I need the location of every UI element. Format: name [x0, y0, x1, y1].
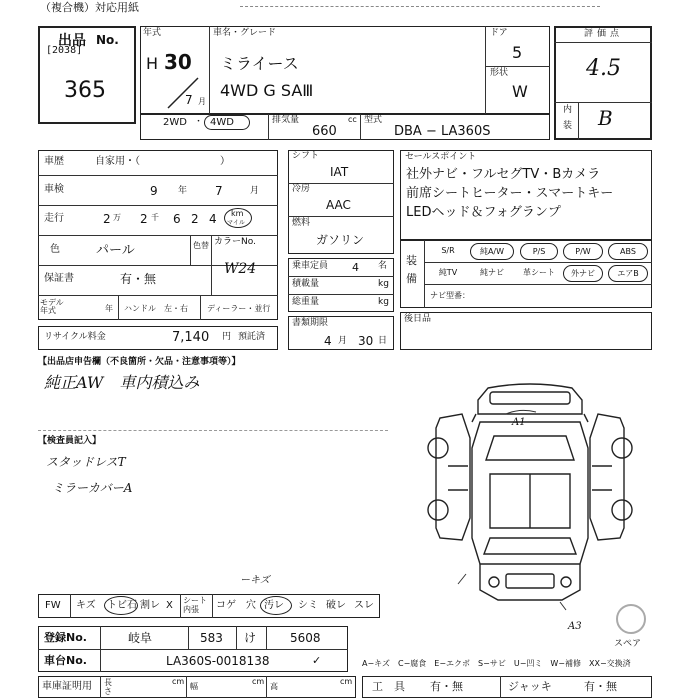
dealer-options: ディーラー・並行 — [207, 304, 271, 313]
seat-stain: シミ — [298, 600, 318, 611]
fw-chip: トビ石 — [107, 600, 137, 611]
mileage-u1: 万 — [113, 213, 121, 222]
later-items-box — [400, 312, 652, 350]
cert-height-label: 高 — [270, 682, 278, 691]
inspector-label: 【検査員記入】 — [38, 436, 102, 446]
equip-ps: P/S — [520, 243, 558, 260]
equip-airbag: エアB — [608, 265, 648, 282]
load-label: 積載量 — [292, 279, 320, 289]
model-year-unit: 年 — [105, 304, 113, 313]
expiry-month-unit: 月 — [338, 336, 348, 346]
registration-class: 583 — [200, 631, 223, 645]
model-grade: 4WD G SAⅢ — [220, 81, 314, 100]
model-name: ミライース — [220, 54, 299, 73]
equip-sr: S/R — [441, 246, 455, 255]
declaration-handwritten: 純正AW 車内積込み — [44, 373, 200, 392]
declaration-label: 【出品店申告欄（不良箇所・欠品・注意事項等）】 — [38, 357, 241, 367]
gross-label: 総重量 — [292, 297, 320, 307]
mileage-d4: 2 — [191, 212, 199, 226]
fw-crack: 割レ — [140, 600, 160, 611]
shift-value: IAT — [330, 165, 349, 179]
cert-width-unit: cm — [252, 677, 265, 686]
recycle-unit: 円 — [222, 332, 232, 342]
equip-tv: 純TV — [438, 268, 458, 277]
year-stroke-mark — [158, 74, 208, 110]
cert-width-label: 幅 — [190, 682, 198, 691]
equip-leather: 革シート — [523, 268, 555, 277]
seat-tear: 破レ — [326, 600, 346, 611]
recycle-suffix: 預託済 — [238, 332, 266, 342]
year-month: 7 — [185, 93, 193, 107]
inspection-month-unit: 月 — [250, 186, 260, 196]
diagram-mark-roof: A1 — [512, 417, 526, 428]
drive-2wd: 2WD — [163, 117, 187, 128]
shape-value: W — [512, 82, 528, 101]
model-year-label: モデル年式 — [40, 298, 64, 315]
interior-label-1: 内 — [563, 105, 573, 115]
recycle-value: 7,140 — [172, 330, 210, 345]
header-rule — [240, 6, 600, 7]
fuel-value: ガソリン — [316, 233, 365, 247]
inspection-month: 7 — [215, 184, 223, 198]
type-label: 型式 — [364, 115, 383, 125]
cert-length-label: 長さ — [104, 678, 112, 696]
equip-navi: 純ナビ — [480, 268, 504, 277]
color-no-value: W24 — [224, 261, 257, 277]
mileage-d3: 6 — [173, 212, 181, 226]
type-value: DBA − LA360S — [394, 124, 491, 139]
navi-model-label: ナビ型番： — [430, 291, 470, 300]
interior-value: B — [598, 106, 613, 130]
seat-burn: コゲ — [216, 600, 236, 611]
expiry-label: 書類期限 — [292, 318, 329, 328]
equip-alloy-wheels: 純A/W — [470, 243, 514, 260]
chassis-value: LA360S-0018138 — [166, 654, 270, 668]
fuel-label: 燃料 — [292, 218, 311, 228]
inspector-note-2: ミラーカバーA — [52, 481, 133, 495]
inspection-label: 車検 — [44, 184, 64, 195]
gross-unit: kg — [378, 297, 389, 307]
tools-label: 工 具 — [372, 680, 405, 693]
sales-points-label: セールスポイント — [405, 152, 477, 162]
spare-tire-icon — [614, 602, 648, 636]
equip-pw: P/W — [563, 243, 603, 260]
damage-legend: A−キズ C−腐食 E−エクボ S−サビ U−凹ミ W−補修 XX−交換済 — [362, 659, 631, 668]
seat-dirt: 汚レ — [264, 600, 284, 611]
shape-label: 形状 — [490, 68, 509, 78]
lot-label: 出品 — [58, 33, 86, 49]
door-label: ドア — [490, 28, 508, 38]
recycle-label: リサイクル料金 — [44, 332, 106, 342]
lot-no-label: No. — [96, 33, 119, 47]
door-value: 5 — [512, 43, 523, 62]
capacity-unit: 名 — [378, 261, 388, 271]
mileage-d2: 2 — [140, 212, 148, 226]
mileage-unit-km: km — [231, 209, 244, 218]
load-unit: kg — [378, 279, 389, 289]
mileage-d5: 4 — [209, 212, 217, 226]
sales-point-3: LEDヘッド＆フォグランプ — [406, 205, 561, 220]
cert-height-unit: cm — [340, 677, 353, 686]
fw-label: FW — [45, 600, 61, 611]
model-label: 車名・グレード — [213, 28, 277, 38]
registration-area: 岐阜 — [128, 631, 153, 645]
sales-point-1: 社外ナビ・フルセグTV・Bカメラ — [406, 167, 601, 182]
registration-label: 登録No. — [44, 631, 87, 644]
warranty-label: 保証書 — [44, 273, 74, 284]
mileage-u2: 千 — [151, 213, 159, 222]
registration-number: 5608 — [290, 631, 321, 645]
displacement-label: 排気量 — [272, 115, 300, 125]
lot-box — [38, 26, 136, 124]
fw-scratch: キズ — [76, 600, 96, 611]
inspector-note-1: スタッドレスT — [46, 455, 126, 469]
seat-label: シート内張 — [183, 596, 207, 614]
ac-label: 冷房 — [292, 184, 311, 194]
color-no-label: カラーNo. — [214, 237, 256, 247]
cert-length-unit: cm — [172, 677, 185, 686]
diagram-mark-rear: A3 — [568, 621, 582, 632]
chassis-label: 車台No. — [44, 654, 87, 667]
ac-value: AAC — [326, 198, 351, 212]
interior-label-2: 装 — [563, 121, 573, 131]
warranty-value: 有・無 — [120, 272, 157, 286]
color-change-label: 色替 — [193, 241, 209, 250]
seat-wear: スレ — [354, 600, 374, 611]
drive-4wd: 4WD — [210, 117, 234, 128]
history-label: 車歴 — [44, 156, 64, 167]
jack-label: ジャッキ — [508, 680, 552, 693]
score-value: 4.5 — [586, 56, 621, 81]
lot-number: 365 — [64, 78, 106, 103]
score-label: 評価点 — [584, 29, 624, 39]
header-text: （複合機）対応用紙 — [40, 1, 139, 14]
year-value: 30 — [164, 50, 192, 74]
capacity-label: 乗車定員 — [292, 261, 329, 271]
jack-value: 有・無 — [584, 680, 617, 693]
year-label: 年式 — [143, 28, 162, 38]
inspection-year-unit: 年 — [178, 186, 188, 196]
year-era: H — [146, 54, 159, 73]
mileage-unit-mile: マイル — [227, 219, 245, 226]
expiry-month: 4 — [324, 334, 332, 348]
color-label: 色 — [50, 244, 60, 255]
equip-aftermarket-navi: 外ナビ — [563, 265, 603, 282]
diagram-mark-side: ーキズ — [240, 575, 270, 586]
registration-kana: け — [244, 631, 257, 645]
equipment-label: 装備 — [406, 254, 417, 285]
equip-abs: ABS — [608, 243, 648, 260]
fw-x: X — [166, 600, 173, 611]
car-damage-diagram — [410, 378, 650, 618]
garage-cert-label: 車庫証明用 — [42, 681, 92, 692]
mileage-d1: 2 — [103, 212, 111, 226]
seat-hole: 穴 — [246, 600, 256, 611]
spare-label: スペア — [614, 639, 642, 649]
chassis-check: ✓ — [312, 654, 322, 667]
lot-stamp: [2038] — [46, 45, 83, 56]
sales-point-2: 前席シートヒーター・スマートキー — [406, 186, 614, 201]
shift-label: シフト — [292, 151, 320, 161]
year-month-unit: 月 — [198, 97, 206, 106]
handle-options: ハンドル 左・右 — [124, 304, 188, 313]
expiry-day: 30 — [358, 334, 374, 348]
tools-value: 有・無 — [430, 680, 463, 693]
inspection-year: 9 — [150, 184, 158, 198]
displacement-unit: cc — [348, 115, 357, 124]
capacity-value: 4 — [352, 261, 359, 274]
history-value: 自家用・（ ） — [95, 156, 230, 167]
color-value: パール — [96, 243, 135, 258]
mileage-label: 走行 — [44, 213, 64, 224]
expiry-day-unit: 日 — [378, 336, 388, 346]
later-items-label: 後日品 — [404, 314, 432, 324]
displacement-value: 660 — [312, 124, 337, 139]
